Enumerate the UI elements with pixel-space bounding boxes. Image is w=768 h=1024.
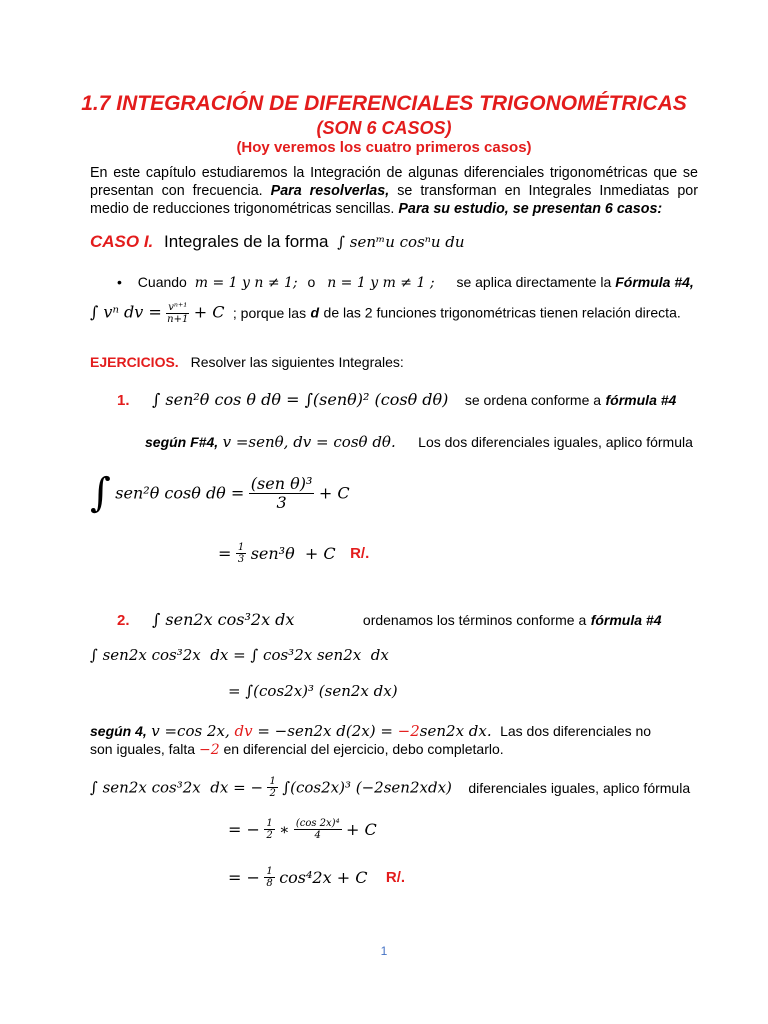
ejercicios-heading (90, 354, 404, 370)
bullet-aplica: se aplica directamente la (456, 274, 612, 290)
exercise-1-step-1: ∫ sen²θ cosθ dθ = $\frac{\text{(sen θ)³}}{3}$ + C (90, 470, 350, 516)
caso-1-text: Integrales de la forma (164, 232, 329, 251)
page-subtitle-note: (Hoy veremos los cuatro primeros casos) (236, 139, 532, 156)
formula-4-line: ∫ vⁿ dv = $\frac{\text{vⁿ⁺¹}}{n+1}$ + C ; porque las d de las 2 funciones trigonométricas tienen relación directa. (90, 302, 681, 325)
bullet-o: o (307, 274, 316, 290)
exercise-1-result: = $\frac{1}{3}$ sen³θ + C R/. (218, 542, 370, 565)
page-title: 1.7 INTEGRACIÓN DE DIFERENCIALES TRIGONOMÉTRICAS (81, 92, 687, 115)
intro-text-4: Para su estudio, se presentan 6 casos: (398, 201, 663, 217)
exercise-2-step-1: ∫ sen2x cos³2x dx = ∫ cos³2x sen2x dx (90, 646, 389, 664)
caso-1-label: CASO I. (90, 232, 154, 251)
exercise-2-note (90, 741, 504, 758)
exercise-1-formula-4: fórmula #4 (605, 392, 677, 408)
exercise-2-formula-4: fórmula #4 (590, 612, 662, 628)
caso-1-formula: ∫ senᵐu cosⁿu du (337, 233, 465, 251)
formula-porque: ; porque las (232, 304, 307, 321)
exercise-1-statement: 1. ∫ sen²θ cos θ dθ = ∫(senθ)² (cosθ dθ) se ordena conforme a fórmula #4 (117, 390, 677, 409)
bullet-cuando: Cuando (137, 274, 187, 290)
exercise-2-ordenamos: ordenamos los términos conforme a (362, 612, 587, 628)
exercise-1-dos-dif: Los dos diferenciales iguales, aplico fórmula (418, 434, 693, 450)
formula-d: d (310, 304, 320, 321)
exercise-1-answer: R/. (350, 545, 370, 562)
exercise-2-statement: 2. ∫ sen2x cos³2x dx ordenamos los términos conforme a fórmula #4 (117, 610, 662, 629)
exercise-2-dif-iguales: diferenciales iguales, aplico fórmula (468, 779, 691, 796)
page-number: 1 (380, 944, 388, 958)
exercise-2-result: = − $\frac{1}{8}$ cos⁴2x + C R/. (228, 866, 406, 889)
caso-1-heading (90, 232, 465, 252)
bullet-cond-2: n = 1 y m ≠ 1 ; (327, 275, 435, 291)
exercise-2-step-4: = − $\frac{1}{2}$ ∗ $\frac{\text{(cos 2x)⁴}}{4}$ + C (228, 818, 377, 841)
exercise-2-step-3: ∫ sen2x cos³2x dx = − $\frac{1}{2}$ ∫(cos2x)³ (−2sen2xdx) diferenciales iguales, aplico fórmula (90, 776, 691, 799)
exercise-2-son-iguales: son iguales, falta (90, 741, 196, 757)
exercise-2-substitution: según 4, v =cos 2x, dv = −sen2x d(2x) = −2sen2x dx. Las dos diferenciales no (90, 722, 652, 740)
exercise-2-en-dif: en diferencial del ejercicio, debo completarlo. (223, 741, 504, 757)
exercise-2-minus-2: −2 (198, 742, 220, 758)
intro-text-2: Para resolverlas, (270, 183, 390, 199)
exercise-2-answer: R/. (385, 869, 406, 886)
exercise-2-step-2: = ∫(cos2x)³ (sen2x dx) (228, 682, 398, 700)
ejercicios-label: EJERCICIOS. (90, 354, 179, 370)
intro-paragraph (90, 164, 698, 218)
exercise-1-ordena: se ordena conforme a (464, 392, 602, 408)
intro-text-1: En este capítulo estudiaremos la Integración de algunas diferenciales trigonométricas que se presentan con frecuencia. (90, 165, 698, 199)
bullet-dot-icon: • (117, 274, 122, 290)
exercise-2-segun: según 4, (90, 723, 147, 739)
exercise-2-number: 2. (117, 612, 130, 629)
exercise-1-segun: según F#4, (145, 434, 219, 450)
bullet-formula-4: Fórmula #4, (615, 274, 694, 290)
page-subtitle: (SON 6 CASOS) (316, 118, 452, 138)
intro-text-3: se transforman en Integrales Inmediatas por medio de reducciones trigonométricas sencillas. (90, 183, 698, 217)
exercise-1-substitution: según F#4, v =senθ, dv = cosθ dθ. Los dos diferenciales iguales, aplico fórmula (145, 433, 693, 451)
ejercicios-text: Resolver las siguientes Integrales: (190, 354, 404, 370)
exercise-2-las-dos: Las dos diferenciales no (500, 723, 652, 739)
formula-rest: de las 2 funciones trigonométricas tienen relación directa. (323, 304, 681, 321)
bullet-item (117, 274, 694, 291)
bullet-cond-1: m = 1 y n ≠ 1; (194, 275, 298, 291)
exercise-1-number: 1. (117, 392, 130, 409)
